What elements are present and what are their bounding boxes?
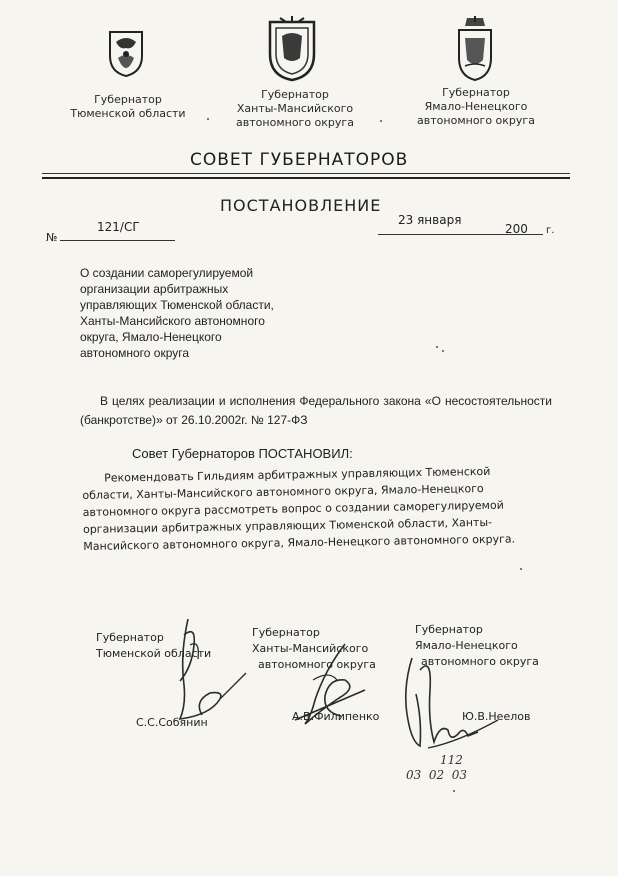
date-value: 23 января (398, 213, 462, 227)
number-label: № (46, 231, 58, 244)
scan-speck (207, 118, 209, 120)
decree-title: ПОСТАНОВЛЕНИЕ (220, 196, 382, 215)
subject-line: О создании саморегулируемой (80, 266, 254, 280)
signature-name-khmao: А.В.Филипенко (292, 710, 380, 723)
handwritten-date: 03 02 03 (406, 768, 468, 782)
body-line: области, Ханты-Мансийского автономного округа, Ямало-Ненецкого (82, 481, 484, 502)
decree-subject (80, 265, 320, 361)
header-tyumen-line1: Губернатор (94, 93, 162, 106)
number-underline (60, 240, 175, 241)
date-underline (378, 234, 543, 235)
number-value: 121/СГ (97, 220, 140, 234)
signature-name-tyumen: С.С.Собянин (136, 716, 208, 729)
scan-speck (436, 346, 438, 348)
signature-name-yanao: Ю.В.Неелов (462, 710, 531, 723)
header-khmao-line1: Губернатор (261, 88, 329, 101)
khmao-coat-of-arms-icon (266, 14, 318, 82)
decree-body (82, 462, 558, 555)
signature-yanao-icon (398, 650, 508, 760)
preamble-text: В целях реализации и исполнения Федерального закона «О несостоятельности (банкротстве)» от 26.10.2002г. № 127-ФЗ (80, 394, 552, 427)
resolved-heading: Совет Губернаторов ПОСТАНОВИЛ: (132, 446, 353, 461)
signature-title-tyumen: Губернатор Тюменской области (96, 631, 212, 660)
subject-line: округа, Ямало-Ненецкого (80, 330, 222, 344)
header-yanao-line2: Ямало-Ненецкого (424, 100, 528, 113)
header-yanao-line1: Губернатор (442, 86, 510, 99)
scan-speck (442, 350, 444, 352)
header-tyumen-line2: Тюменской области (70, 107, 186, 120)
scan-speck (520, 568, 522, 570)
subject-line: организации арбитражных (80, 282, 229, 296)
subject-line: Ханты-Мансийского автономного (80, 314, 265, 328)
body-line: автономного округа рассмотреть вопрос о создании саморегулируемой (82, 498, 504, 519)
handwritten-number: 112 (440, 753, 463, 767)
signature-title-khmao: Губернатор Ханты-Мансийского автономного округа (252, 626, 376, 671)
body-line: организации арбитражных управляющих Тюменской области, Ханты- (82, 515, 493, 536)
header-khmao (225, 88, 365, 130)
scan-speck (453, 790, 455, 792)
subject-line: управляющих Тюменской области, (80, 298, 274, 312)
header-yanao (406, 86, 546, 128)
year-suffix: г. (546, 225, 555, 236)
scan-speck (380, 120, 382, 122)
tyumen-coat-of-arms-icon (104, 28, 148, 78)
preamble-paragraph (80, 392, 552, 430)
body-line: Мансийского автономного округа, Ямало-Ненецкого автономного округа. (83, 532, 516, 553)
signature-title-yanao: Губернатор Ямало-Ненецкого автономного округа (415, 623, 539, 668)
body-line: Рекомендовать Гильдиям арбитражных управляющих Тюменской (104, 464, 491, 485)
header-rule-bottom (42, 177, 570, 179)
yanao-coat-of-arms-icon (455, 16, 495, 82)
council-title: СОВЕТ ГУБЕРНАТОРОВ (190, 150, 409, 170)
header-khmao-line3: автономного округа (236, 116, 354, 129)
header-tyumen (58, 93, 198, 121)
year-value: 200 (505, 222, 528, 236)
subject-line: автономного округа (80, 346, 190, 360)
header-rule-top (42, 173, 570, 174)
header-khmao-line2: Ханты-Мансийского (236, 102, 354, 115)
header-yanao-line3: автономного округа (417, 114, 535, 127)
